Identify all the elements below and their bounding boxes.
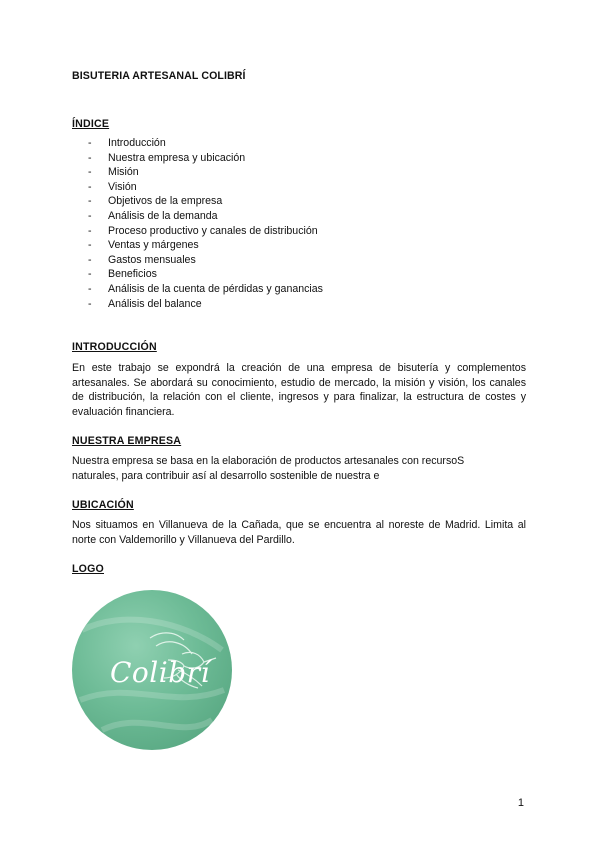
index-item-label: Proceso productivo y canales de distribución (108, 224, 318, 237)
index-item (88, 151, 323, 166)
index-bullet: - (88, 151, 92, 164)
index-item-label: Análisis de la demanda (108, 209, 218, 222)
index-bullet: - (88, 209, 92, 222)
index-item (88, 238, 323, 253)
index-bullet: - (88, 239, 92, 252)
location-heading: UBICACIÓN (72, 499, 134, 511)
logo-heading: LOGO (72, 563, 104, 575)
index-item-label: Análisis del balance (108, 297, 202, 310)
colibri-logo (72, 590, 232, 750)
location-paragraph: Nos situamos en Villanueva de la Cañada, que se encuentra al noreste de Madrid. Limita al norte con Valdemorillo y Villanueva del Pardillo. (72, 519, 526, 546)
index-item-label: Nuestra empresa y ubicación (108, 151, 246, 164)
introduction-paragraph: En este trabajo se expondrá la creación de una empresa de bisutería y complementos artesanales. Se abordará su conocimiento, estudio de mercado, la misión y visión, los canales de distribución, la relación con el cliente, ingresos y para finalizar, la estructura de costes y evaluación financiera. (72, 362, 526, 418)
index-item (88, 136, 323, 151)
index-bullet: - (88, 268, 92, 281)
index-item (88, 180, 323, 195)
index-item (88, 282, 323, 297)
index-item-label: Introducción (108, 137, 166, 149)
index-item (88, 194, 323, 209)
index-bullet: - (88, 297, 92, 310)
index-item-label: Visión (108, 180, 137, 193)
index-item (88, 267, 323, 282)
index-bullet: - (88, 224, 92, 237)
introduction-heading: INTRODUCCIÓN (72, 341, 157, 353)
company-heading: NUESTRA EMPRESA (72, 435, 182, 447)
index-bullet: - (88, 282, 92, 295)
index-bullet: - (88, 253, 92, 266)
logo-text: Colibrí (110, 656, 210, 689)
index-list (88, 136, 323, 311)
index-item-label: Misión (108, 166, 139, 179)
index-item (88, 209, 323, 224)
index-heading: ÍNDICE (72, 118, 110, 130)
index-bullet: - (88, 195, 92, 208)
index-bullet: - (88, 166, 92, 179)
index-item (88, 253, 323, 268)
index-item-label: Objetivos de la empresa (108, 195, 223, 208)
index-item (88, 165, 323, 180)
index-bullet: - (88, 180, 92, 193)
index-item-label: Beneficios (108, 268, 157, 281)
company-paragraph: Nuestra empresa se basa en la elaboración de productos artesanales con recursoS naturales, para contribuir así al desarrollo sostenible de nuestra e (72, 455, 465, 482)
index-item-label: Ventas y márgenes (108, 239, 199, 252)
document-title: BISUTERIA ARTESANAL COLIBRÍ (72, 70, 246, 82)
index-item-label: Gastos mensuales (108, 253, 196, 266)
index-bullet: - (88, 137, 92, 149)
index-item (88, 297, 323, 312)
page-number: 1 (517, 797, 524, 809)
index-item (88, 224, 323, 239)
index-item-label: Análisis de la cuenta de pérdidas y ganancias (108, 282, 323, 295)
